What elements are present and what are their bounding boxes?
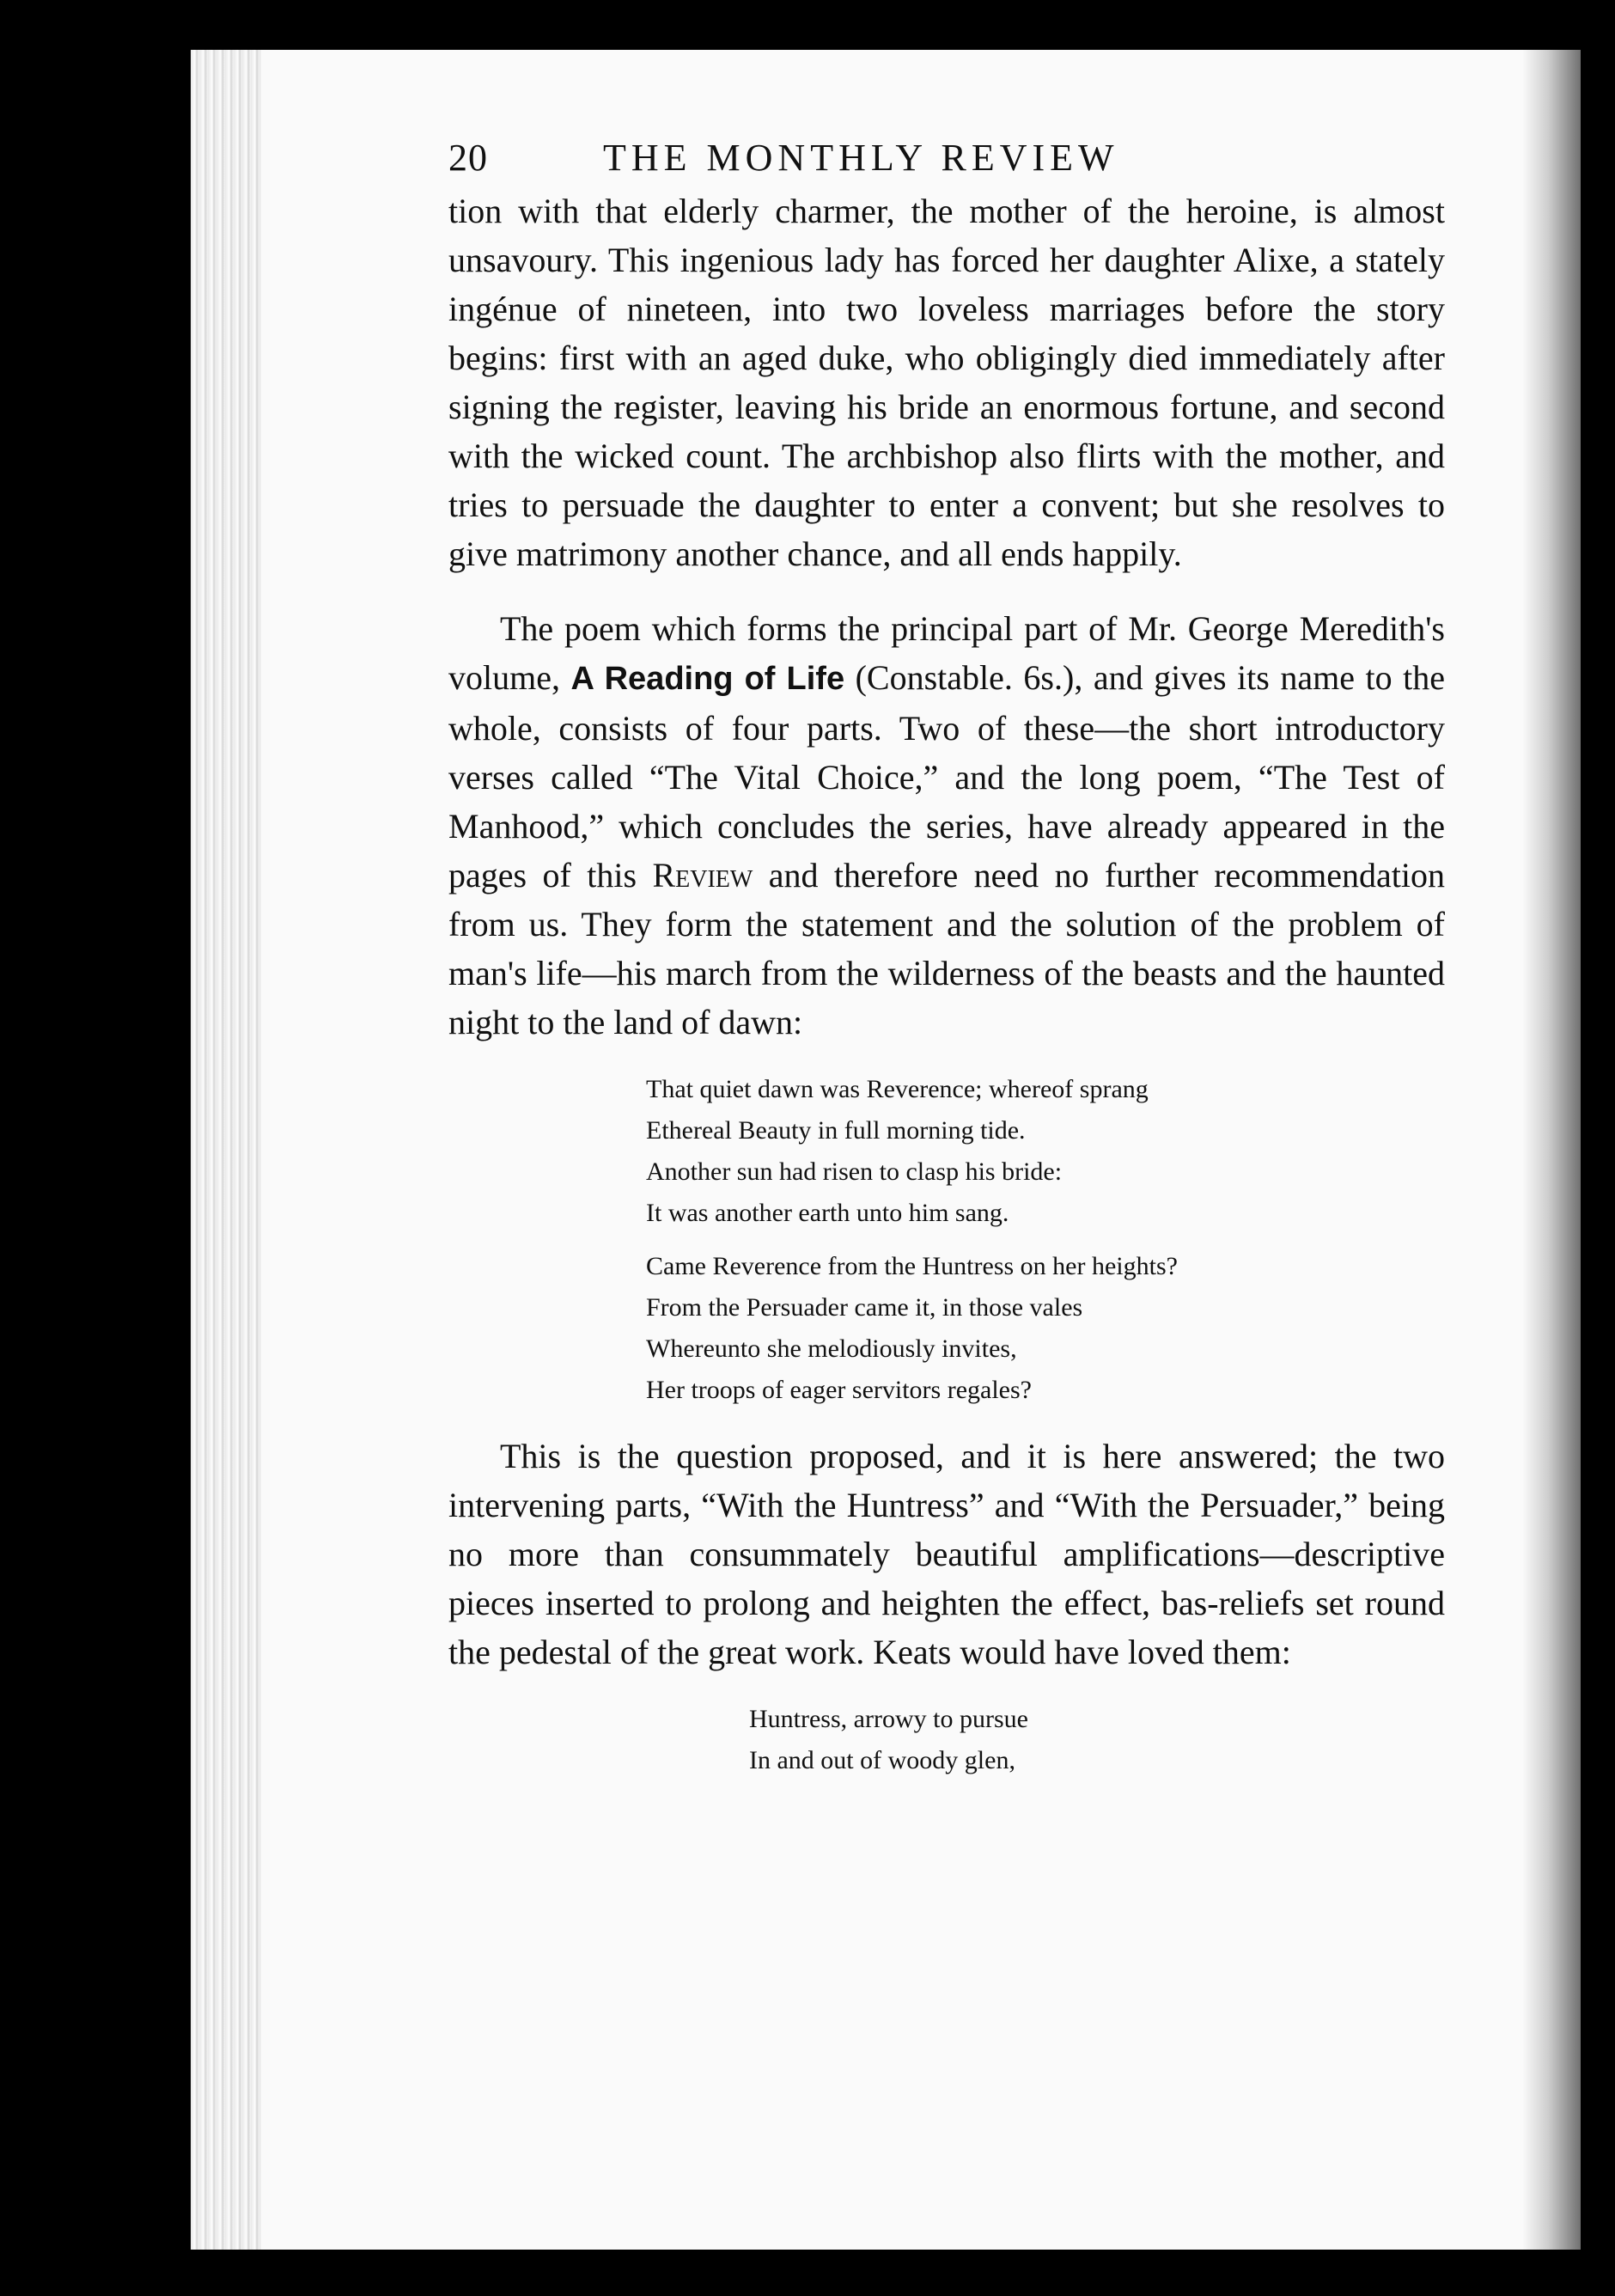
paragraph-meredith	[448, 604, 1445, 1047]
stanza-1	[646, 1069, 1445, 1234]
verse-line: Another sun had risen to clasp his bride:	[646, 1157, 1063, 1186]
text-column	[448, 136, 1445, 1802]
paragraph-text: The poem which forms the principal part of Mr. George Meredith's volume,	[448, 609, 1445, 697]
journal-title: THE MONTHLY REVIEW	[603, 137, 1119, 179]
verse-line: Whereunto she melodiously invites,	[646, 1334, 1017, 1363]
running-head	[448, 136, 1445, 180]
paragraph-gap	[448, 578, 1445, 604]
book-title: A Reading of Life	[570, 661, 845, 697]
book-page	[191, 50, 1581, 2250]
verse-line: It was another earth unto him sang.	[646, 1199, 1009, 1227]
stanza-huntress	[749, 1699, 1445, 1781]
paragraph-text: (Constable. 6s.), and gives its name to the whole, consists of four parts. Two of these—the short introductory verses called “The Vital Choice,” and the long poem, “The Test of Manhood,” which concludes the series, have already appeared in the pages of this	[448, 658, 1445, 895]
verse-line: Ethereal Beauty in full morning tide.	[646, 1116, 1026, 1145]
verse-line: In and out of woody glen,	[749, 1746, 1015, 1774]
verse-line: Came Reverence from the Huntress on her heights?	[646, 1252, 1178, 1280]
review-word: Review	[652, 856, 753, 895]
verse-quotation-2	[749, 1699, 1445, 1781]
paragraph-question: This is the question proposed, and it is here answered; the two intervening parts, “With the Huntress” and “With the Persuader,” being no more than consummately beautiful amplifications—descriptive pieces inserted to prolong and heighten the effect, bas-reliefs set round the pedestal of the great work. Keats would have loved them:	[448, 1437, 1445, 1671]
page-number: 20	[448, 137, 488, 179]
stacked-page-edges	[191, 50, 261, 2250]
paragraph-text: and therefore need no further recommendation from us. They form the statement and the solution of the problem of man's life—his march from the wilderness of the beasts and the haunted night to the land of dawn:	[448, 856, 1446, 1041]
verse-line: From the Persuader came it, in those vales	[646, 1293, 1083, 1322]
verse-line: That quiet dawn was Reverence; whereof sprang	[646, 1075, 1149, 1103]
paragraph-continued: tion with that elderly charmer, the mother of the heroine, is almost unsavoury. This ingenious lady has forced her daughter Alixe, a stately ingénue of nineteen, into two loveless marriages before the story begins: first with an aged duke, who obligingly died immediately after signing the register, leaving his bride an enormous fortune, and second with the wicked count. The archbishop also flirts with the mother, and tries to persuade the daughter to enter a convent; but she resolves to give matrimony another chance, and all ends happily.	[448, 192, 1445, 573]
verse-line: Her troops of eager servitors regales?	[646, 1376, 1032, 1404]
verse-line: Huntress, arrowy to pursue	[749, 1705, 1028, 1733]
spine-shadow	[1522, 50, 1581, 2250]
verse-quotation-1	[646, 1069, 1445, 1411]
stanza-2	[646, 1246, 1445, 1411]
